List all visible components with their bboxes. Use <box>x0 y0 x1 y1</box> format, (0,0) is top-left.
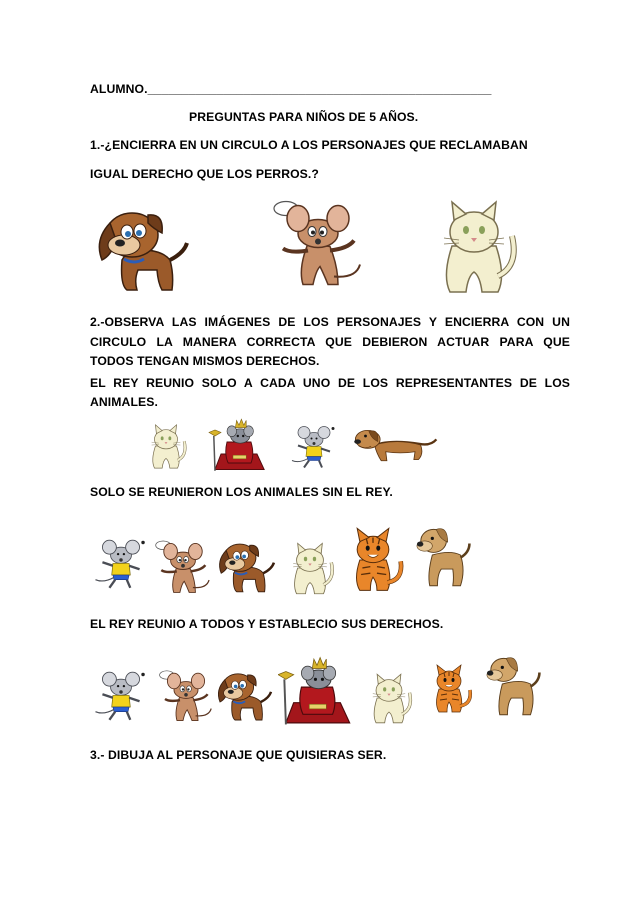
drawing-area[interactable] <box>90 775 570 885</box>
worksheet-title: PREGUNTAS PARA NIÑOS DE 5 AÑOS. <box>189 110 419 124</box>
cream-cat-icon <box>362 670 416 726</box>
tiger-cat-icon <box>340 524 406 596</box>
thinking-mouse-icon <box>268 196 368 291</box>
question-3-text: 3.- DIBUJA AL PERSONAJE QUE QUISIERAS SER. <box>90 748 387 762</box>
tiger-cat-icon <box>424 656 474 722</box>
question-2-line-3: TODOS TENGAN MISMOS DERECHOS. <box>90 354 320 368</box>
question-1-line-1: 1.-¿ENCIERRA EN UN CIRCULO A LOS PERSONAJES QUE RECLAMABAN <box>90 138 528 152</box>
mouse-king-icon <box>202 418 276 472</box>
brown-puppy-icon <box>214 668 274 724</box>
question-2-line-1: 2.-OBSERVA LAS IMÁGENES DE LOS PERSONAJES Y ENCIERRA CON UN <box>90 315 570 329</box>
mouse-king-icon <box>278 656 356 726</box>
gray-mouse-icon <box>92 536 150 592</box>
gray-mouse-icon <box>92 668 150 724</box>
brown-puppy-icon <box>215 538 277 596</box>
student-name-line: ALUMNO.__________________________________________________ <box>90 82 492 96</box>
brown-puppy-icon <box>92 205 192 295</box>
tan-dog-icon <box>478 646 542 722</box>
thinking-mouse-icon <box>152 538 214 596</box>
option-a-line-1: EL REY REUNIO SOLO A CADA UNO DE LOS REPRESENTANTES DE LOS <box>90 376 570 390</box>
option-a-line-2: ANIMALES. <box>90 395 158 409</box>
cream-cat-icon <box>424 196 524 296</box>
question-1-line-2: IGUAL DERECHO QUE LOS PERROS.? <box>90 167 319 181</box>
option-b-text: SOLO SE REUNIERON LOS ANIMALES SIN EL REY. <box>90 485 393 499</box>
thinking-mouse-icon <box>156 668 216 724</box>
option-c-text: EL REY REUNIO A TODOS Y ESTABLECIO SUS DERECHOS. <box>90 617 444 631</box>
question-2-line-2: CIRCULO LA MANERA CORRECTA QUE DEBIERON ACTUAR PARA QUE <box>90 335 570 349</box>
tan-dog-icon <box>408 518 472 592</box>
gray-mouse-icon <box>289 424 339 470</box>
cream-cat-icon <box>282 540 338 596</box>
cream-cat-icon <box>142 422 190 470</box>
brown-dog-icon <box>352 422 442 468</box>
